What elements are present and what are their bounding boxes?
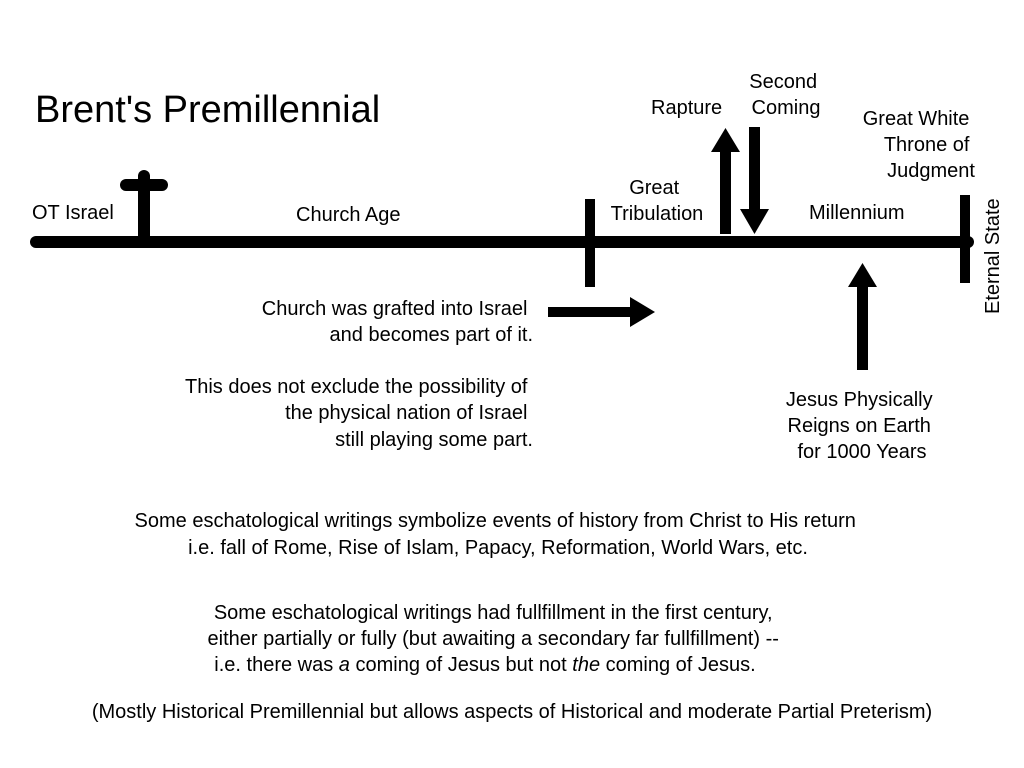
church-grafted-note: Church was grafted into Israel and becomes part of it.	[261, 298, 533, 346]
label-rapture: Rapture	[651, 97, 723, 119]
cross-icon	[126, 176, 162, 239]
reign-arrow-icon	[848, 263, 877, 370]
label-eternal-state: Eternal State	[982, 198, 1004, 314]
label-great-white-throne: Great White Throne of Judgment	[862, 108, 975, 182]
label-millennium: Millennium	[809, 202, 905, 224]
summary-note: (Mostly Historical Premillennial but allows aspects of Historical and moderate Partial Preterism)	[91, 701, 933, 723]
preterist-note: Some eschatological writings had fullfillment in the first century, either partially or fully (but awaiting a secondary far fullfillment) -- i.e. there was a coming of Jesus but not the coming of Jesus.	[207, 602, 779, 676]
historicist-note: Some eschatological writings symbolize events of history from Christ to His return i.e. fall of Rome, Rise of Islam, Papacy, Reformation, World Wars, etc.	[134, 510, 856, 559]
label-church-age: Church Age	[296, 204, 401, 226]
label-great-tribulation: Great Tribulation	[610, 177, 704, 225]
label-second-coming: Second Coming	[749, 71, 821, 119]
grafted-arrow-icon	[548, 297, 655, 327]
second-coming-arrow-icon	[740, 127, 769, 234]
israel-possibility-note: This does not exclude the possibility of the physical nation of Israel still playing some part.	[185, 376, 533, 451]
diagram-title: Brent's Premillennial	[35, 89, 381, 131]
label-ot-israel: OT Israel	[32, 202, 114, 224]
jesus-reigns-note: Jesus Physically Reigns on Earth for 1000 Years	[785, 389, 933, 463]
rapture-arrow-icon	[711, 128, 740, 234]
